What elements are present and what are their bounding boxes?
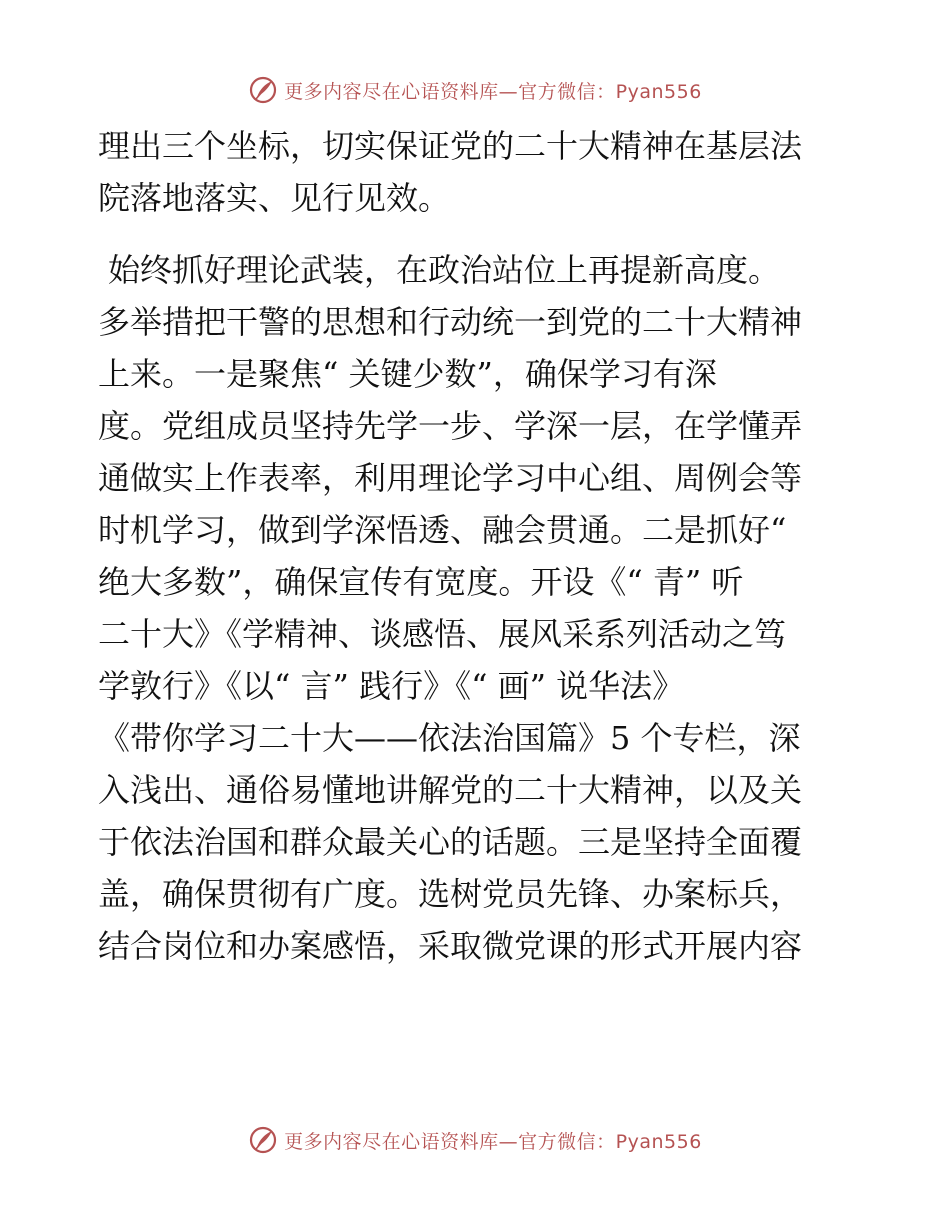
paragraph-line: 入浅出、通俗易懂地讲解党的二十大精神，以及关 xyxy=(98,771,803,809)
paragraph-line: 《带你学习二十大——依法治国篇》5 个专栏，深 xyxy=(98,719,801,757)
paragraph-line: 院落地落实、见行见效。 xyxy=(98,179,451,217)
paragraph-line: 于依法治国和群众最关心的话题。三是坚持全面覆 xyxy=(98,823,803,861)
paragraph-line: 时机学习，做到学深悟透、融会贯通。二是抓好“ xyxy=(98,511,787,549)
feather-pen-circle-icon xyxy=(248,75,278,105)
paragraph-line: 结合岗位和办案感悟，采取微党课的形式开展内容 xyxy=(98,927,803,965)
paragraph-line: 多举措把干警的思想和行动统一到党的二十大精神 xyxy=(98,303,803,341)
paragraph-line: 度。党组成员坚持先学一步、学深一层，在学懂弄 xyxy=(98,407,803,445)
footer-watermark xyxy=(0,1120,950,1160)
paragraph-line: 始终抓好理论武装，在政治站位上再提新高度。 xyxy=(108,251,781,289)
paragraph-line: 二十大》《学精神、谈感悟、展风采系列活动之笃 xyxy=(98,615,787,653)
header-watermark xyxy=(0,70,950,110)
feather-pen-circle-icon xyxy=(248,1125,278,1155)
paragraph-line: 盖，确保贯彻有广度。选树党员先锋、办案标兵， xyxy=(98,875,803,913)
paragraph-line: 绝大多数”，确保宣传有宽度。开设《“ 青” 听 xyxy=(98,563,744,601)
paragraph-line: 理出三个坐标，切实保证党的二十大精神在基层法 xyxy=(98,127,803,165)
paragraph-line: 学敦行》《以“ 言” 践行》《“ 画” 说华法》 xyxy=(98,667,685,705)
paragraph-line: 通做实上作表率，利用理论学习中心组、周例会等 xyxy=(98,459,803,497)
watermark-text: 更多内容尽在心语资料库—官方微信：Pyan556 xyxy=(284,80,702,103)
watermark-text: 更多内容尽在心语资料库—官方微信：Pyan556 xyxy=(284,1130,702,1153)
paragraph-line: 上来。一是聚焦“ 关键少数”，确保学习有深 xyxy=(98,355,717,393)
body-text xyxy=(98,120,848,972)
